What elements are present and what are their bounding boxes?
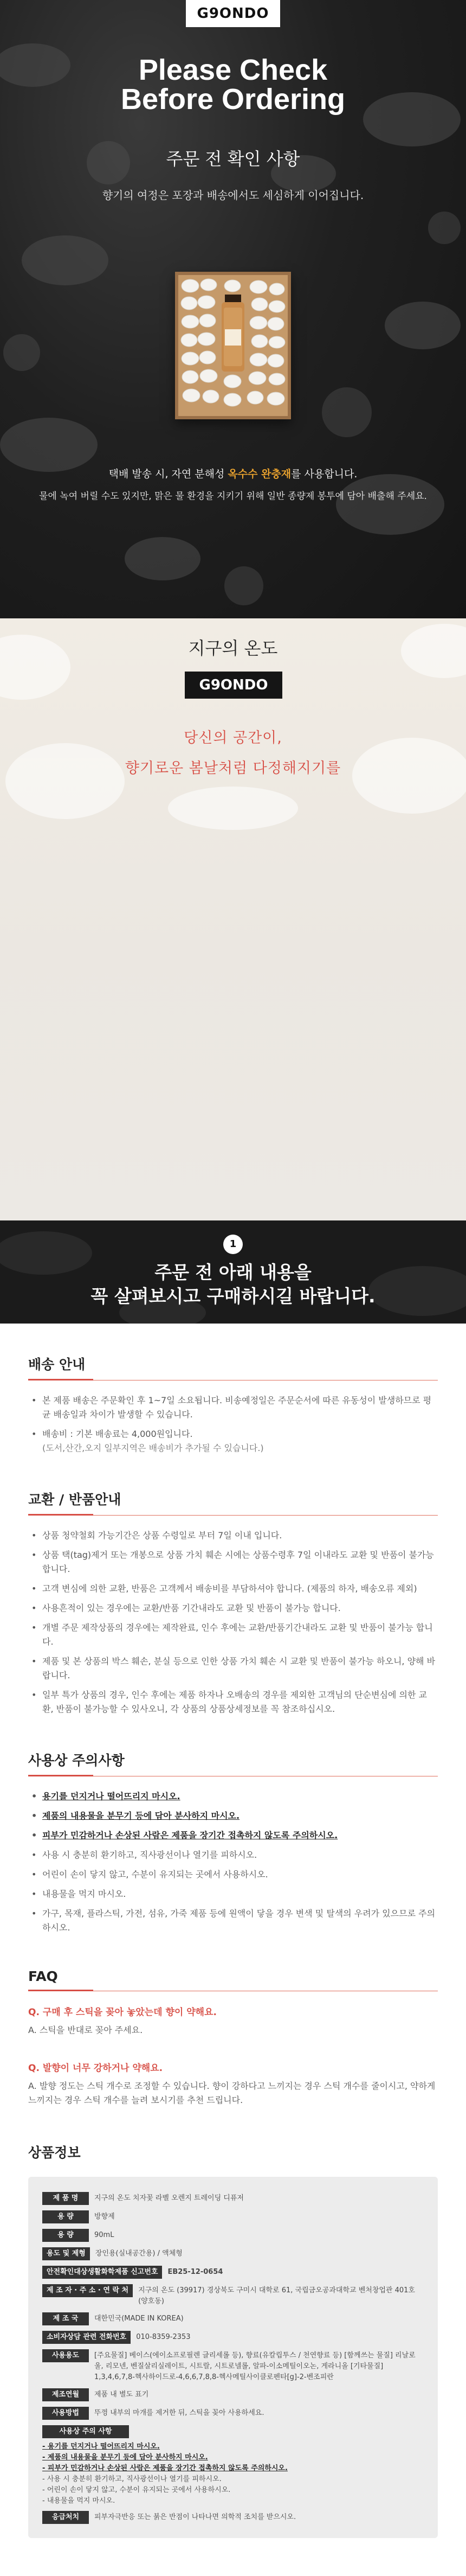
check-header: [0, 1220, 466, 1324]
info-value: 90mL: [94, 2231, 114, 2239]
temperature-heading: 지구의 온도: [188, 638, 278, 659]
info-value: 뚜껑 내부의 마개를 제거한 뒤, 스틱을 꽂아 사용하세요.: [94, 2409, 264, 2417]
packing-material-highlight: 옥수수 완충재: [228, 468, 292, 480]
caution-list: [28, 1789, 438, 1935]
shipping-title: 배송 안내: [28, 1357, 86, 1372]
info-row: [42, 2192, 424, 2205]
step-number-badge: 1: [223, 1235, 243, 1254]
tagline-line-2: 향기로운 봄날처럼 다정해지기를: [125, 760, 341, 777]
info-label: 사용방법: [42, 2407, 89, 2420]
list-item: • 개별 주문 제작상품의 경우에는 제작완료, 인수 후에는 교환/반품기간내라도 교환 및 반품이 불가능 합니다.: [28, 1621, 438, 1649]
brand-logo: G9ONDO: [185, 672, 282, 699]
packaging-photo: [175, 272, 291, 419]
list-item: • 제품 및 본 상품의 박스 훼손, 분실 등으로 인한 상품 가치 훼손 시 교환 및 반품이 불가능 하오니, 양해 바랍니다.: [28, 1654, 438, 1683]
info-row: [42, 2511, 424, 2524]
list-item: • 고객 변심에 의한 교환, 반품은 고객께서 배송비를 부담하셔야 합니다. (제품의 하자, 배송오류 제외): [28, 1582, 438, 1596]
info-value: 장인용(실내공간용) / 액체형: [95, 2249, 183, 2258]
hero-description: 향기의 여정은 포장과 배송에서도 세심하게 이어집니다.: [102, 189, 364, 202]
info-label: 제조연월: [42, 2388, 89, 2401]
list-item: • 피부가 민감하거나 손상된 사람은 제품을 장기간 접촉하지 않도록 주의하시오.: [28, 1829, 438, 1843]
info-row: [42, 2210, 424, 2223]
page-title: Please Check Before Ordering: [120, 54, 346, 116]
info-value: 대한민국(MADE IN KOREA): [94, 2315, 184, 2323]
info-row: [42, 2407, 424, 2420]
info-value: 방향제: [94, 2213, 115, 2221]
list-item: - 용기를 던지거나 떨어뜨리지 마시오.: [42, 2443, 160, 2451]
list-item: • 내용물을 먹지 마시오.: [28, 1887, 438, 1901]
info-label: 용도 및 제형: [42, 2247, 90, 2260]
info-value: 지구의 온도 (39917) 경상북도 구미시 대학로 61, 국립금오공과대학교 벤처창업관 401호 (양호동): [138, 2286, 415, 2305]
info-label: 응급처치: [42, 2511, 89, 2524]
info-value: 지구의 온도 치자꽃 라벨 오렌지 트레이딩 디퓨저: [94, 2194, 244, 2202]
info-label: 제 조 자 · 주 소 · 연 락 처: [42, 2284, 133, 2297]
tagline-line-1: 당신의 공간이,: [184, 730, 282, 746]
info-value: [주요물질] 베이스(에이소프로필렌 글리세롤 등), 향료(유칼립투스 / 천연향료 등) [함께쓰는 물질] 리날로울, 리모넨, 벤질살리실레이트, 시트랄, 시트로넬롤, 알파-이소메틸이오논, 게라니올 [기타물질] 1,3,4,6,7,8-헥사하이드로-4,6,6,7,8,8-헥사메틸사이클로펜타[g]-2-벤조피란: [94, 2351, 416, 2381]
info-row: [42, 2349, 424, 2383]
info-row: [42, 2312, 424, 2325]
list-item: • 사용흔적이 있는 경우에는 교환/반품 기간내라도 교환 및 반품이 불가능 합니다.: [28, 1601, 438, 1615]
info-row: [42, 2284, 424, 2307]
info-label: 사용용도: [42, 2349, 89, 2362]
faq-question: Q. 발향이 너무 강하거나 약해요.: [28, 2063, 163, 2074]
info-value: 피부자극반응 또는 붉은 반점이 나타나면 의학적 조치를 받으시오.: [94, 2513, 296, 2521]
exchange-list: [28, 1529, 438, 1716]
list-item: • 일부 특가 상품의 경우, 인수 후에는 제품 하자나 오배송의 경우를 제외한 고객님의 단순변심에 의한 교환, 반품이 불가능할 수 있사오니, 각 상품의 상품상세정보를 꼭 참조하십시오.: [28, 1688, 438, 1716]
list-item: - 어린이 손이 닿지 않고, 수분이 유지되는 곳에서 사용하시오.: [42, 2486, 231, 2494]
shipping-list: [28, 1394, 438, 1455]
info-label: 소비자상담 관련 전화번호: [42, 2331, 131, 2344]
shipping-section: [28, 1324, 438, 1455]
packing-notice: [0, 466, 466, 481]
product-caution-list: [42, 2441, 424, 2507]
caution-section: [28, 1722, 438, 1935]
faq-section: [28, 1940, 438, 2107]
faq-title: FAQ: [28, 1968, 58, 1984]
list-item: - 사용 시 충분히 환기하고, 직사광선이나 열기를 피하시오.: [42, 2475, 222, 2483]
packing-notice-text: 택배 발송 시, 자연 분해성: [108, 468, 228, 480]
info-label: 용 량: [42, 2210, 89, 2223]
info-row: [42, 2229, 424, 2242]
list-item: • 상품 청약철회 가능기간은 상품 수령일로 부터 7일 이내 입니다.: [28, 1529, 438, 1543]
notice-body: [0, 1324, 466, 2576]
info-label: 제 조 국: [42, 2312, 89, 2325]
info-row: [42, 2266, 424, 2279]
product-info-section: [28, 2107, 438, 2576]
info-value: 010-8359-2353: [136, 2333, 191, 2341]
info-label: 제 품 명: [42, 2192, 89, 2205]
list-item-text: 배송비 : 기본 배송료는 4,000원입니다.: [42, 1429, 193, 1439]
info-row: [42, 2388, 424, 2401]
info-label: 용 량: [42, 2229, 89, 2242]
list-item: • 용기를 던지거나 떨어뜨리지 마시오.: [28, 1789, 438, 1804]
section-divider: [28, 1515, 438, 1516]
product-info-table: [28, 2177, 438, 2538]
info-label: 안전확인대상생활화학제품 신고번호: [42, 2266, 162, 2279]
hero-subtitle: 주문 전 확인 사항: [166, 149, 300, 169]
check-heading-line-2: 꼭 살펴보시고 구매하시길 바랍니다.: [90, 1286, 376, 1307]
packing-notice-text-end: 를 사용합니다.: [291, 468, 358, 480]
list-item: • 상품 택(tag)제거 또는 개봉으로 상품 가치 훼손 시에는 상품수령후 7일 이내라도 교환 및 반품이 불가능합니다.: [28, 1548, 438, 1576]
info-row: [42, 2425, 424, 2438]
faq-answer: A. 발향 정도는 스틱 개수로 조정할 수 있습니다. 향이 강하다고 느끼지는 경우 스틱 개수를 줄이시고, 약하게 느끼지는 경우 스틱 개수를 늘려 보시기를 추천 드립니다.: [28, 2081, 436, 2105]
info-label: 사용상 주의 사항: [42, 2425, 129, 2438]
info-row: [42, 2331, 424, 2344]
info-value: 제품 내 별도 표기: [94, 2390, 149, 2399]
info-row: [42, 2247, 424, 2260]
list-item: [28, 1427, 438, 1455]
list-item: • 사용 시 충분히 환기하고, 직사광선이나 열기를 피하시오.: [28, 1848, 438, 1862]
list-item: • 가구, 목재, 플라스틱, 가전, 섬유, 가죽 제품 등에 원액이 닿을 경우 변색 및 탈색의 우려가 있으므로 주의 하시오.: [28, 1907, 438, 1935]
list-item: • 어린이 손이 닿지 않고, 수분이 유지되는 곳에서 사용하시오.: [28, 1868, 438, 1882]
info-value: EB25-12-0654: [167, 2268, 223, 2276]
faq-question: Q. 구매 후 스틱을 꽂아 놓았는데 향이 약해요.: [28, 2007, 217, 2018]
product-info-title: 상품정보: [28, 2145, 81, 2160]
list-item-note: (도서,산간,오지 일부지역은 배송비가 추가될 수 있습니다.): [42, 1443, 264, 1453]
list-item: - 내용물을 먹지 마시오.: [42, 2497, 115, 2505]
exchange-title: 교환 / 반품안내: [28, 1492, 121, 1507]
faq-answer: A. 스틱을 반대로 꽂아 주세요.: [28, 2025, 143, 2035]
caution-title: 사용상 주의사항: [28, 1753, 125, 1768]
hero-section: [0, 0, 466, 618]
brand-logo: G9ONDO: [186, 0, 280, 27]
list-item: - 제품의 내용물을 분무기 등에 담아 분사하지 마시오.: [42, 2453, 208, 2462]
list-item: • 본 제품 배송은 주문확인 후 1~7일 소요됩니다. 비송예정일은 주문순서에 따른 유동성이 발생하므로 평균 배송일과 차이가 발생할 수 있습니다.: [28, 1394, 438, 1422]
list-item: - 피부가 민감하거나 손상된 사람은 제품을 장기간 접촉하지 않도록 주의하시오.: [42, 2464, 288, 2472]
disposal-notice: 물에 녹여 버릴 수도 있지만, 맑은 물 환경을 지키기 위해 일반 종량제 봉투에 담아 배출해 주세요.: [39, 491, 427, 502]
exchange-section: [28, 1461, 438, 1716]
temperature-section: [0, 618, 466, 1220]
list-item: • 제품의 내용물을 분무기 등에 담아 분사하지 마시오.: [28, 1809, 438, 1823]
foam-peanuts-icon: [178, 275, 288, 416]
check-heading-line-1: 주문 전 아래 내용을: [154, 1262, 312, 1283]
